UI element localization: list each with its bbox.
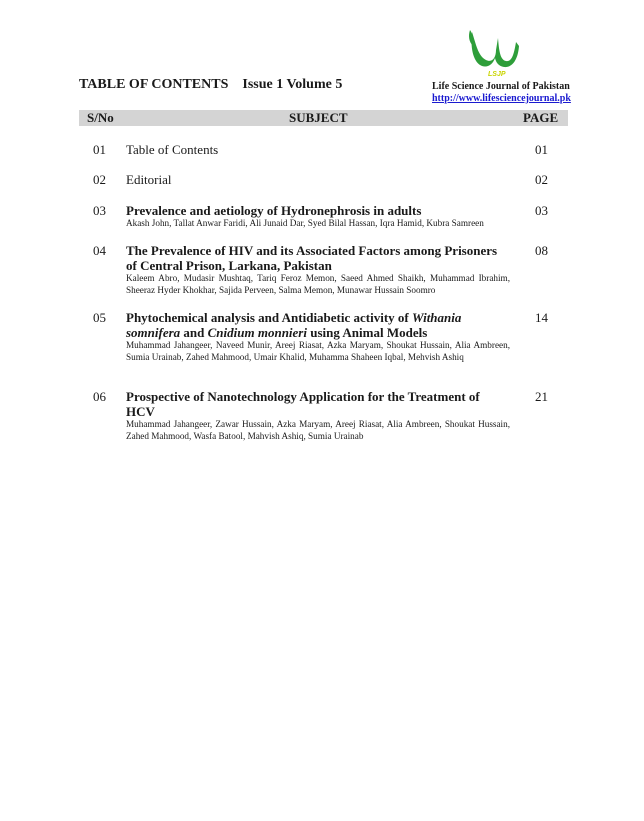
species-name: Cnidium monnieri [207,325,307,340]
entry-page: 14 [535,310,548,325]
article-title: The Prevalence of HIV and its Associated Factors among Prisoners of Central Prison, Larkana, Pakistan [126,243,498,273]
entry-number: 05 [93,310,106,325]
entry-content [126,243,510,296]
journal-link[interactable]: http://www.lifesciencejournal.pk [432,93,571,104]
entry-number: 03 [93,203,106,218]
entry-number: 04 [93,243,106,258]
entry-content [126,203,510,230]
article-authors: Muhammad Jahangeer, Naveed Munir, Areej Riasat, Azka Maryam, Shoukat Hussain, Alia Ambreen, Sumia Urainab, Zahed Mahmood, Umair Khalid, Muhamma Shaheen Iqbal, Mehvish Ashiq [126,340,510,362]
entry-content [126,389,510,442]
article-title: Prospective of Nanotechnology Application for the Treatment of HCV [126,389,480,419]
logo-text: LSJP [488,71,506,78]
title-text: and [180,325,208,340]
entry-content [126,310,510,363]
title-text: using Animal Models [306,325,428,340]
entry-title: Table of Contents [126,142,219,157]
article-authors: Muhammad Jahangeer, Zawar Hussain, Azka Maryam, Areej Riasat, Alia Ambreen, Shoukat Hussain, Zahed Mahmood, Wasfa Batool, Mahvish Ashiq, Sumia Urainab [126,419,510,441]
toc-heading: TABLE OF CONTENTS [79,77,229,92]
entry-number: 02 [93,172,106,187]
entry-page: 03 [535,203,548,218]
article-title: Prevalence and aetiology of Hydronephrosis in adults [126,203,422,218]
article-authors: Kaleem Abro, Mudasir Mushtaq, Tariq Feroz Memon, Saeed Ahmed Shaikh, Muhammad Ibrahim, Sheeraz Hyder Khokhar, Sajida Perveen, Salma Memon, Munawar Hussain Soomro [126,273,510,295]
entry-page: 08 [535,243,548,258]
species-name: Withania somnifera [126,310,462,340]
table-header [79,110,568,126]
entry-number: 06 [93,389,106,404]
page-title [79,77,342,93]
entry-number: 01 [93,142,106,157]
journal-name: Life Science Journal of Pakistan [432,81,570,92]
column-page: PAGE [523,110,559,125]
title-text: Phytochemical analysis and Antidiabetic activity of [126,310,412,325]
entry-page: 01 [535,142,548,157]
journal-logo [466,30,524,78]
issue-label: Issue 1 Volume 5 [242,77,343,92]
column-subject: SUBJECT [289,110,348,125]
entry-page: 21 [535,389,548,404]
entry-page: 02 [535,172,548,187]
entry-title: Editorial [126,172,172,187]
article-title [126,310,510,340]
column-sno: S/No [87,110,114,125]
article-authors: Akash John, Tallat Anwar Faridi, Ali Junaid Dar, Syed Bilal Hassan, Iqra Hamid, Kubra Samreen [126,218,484,228]
